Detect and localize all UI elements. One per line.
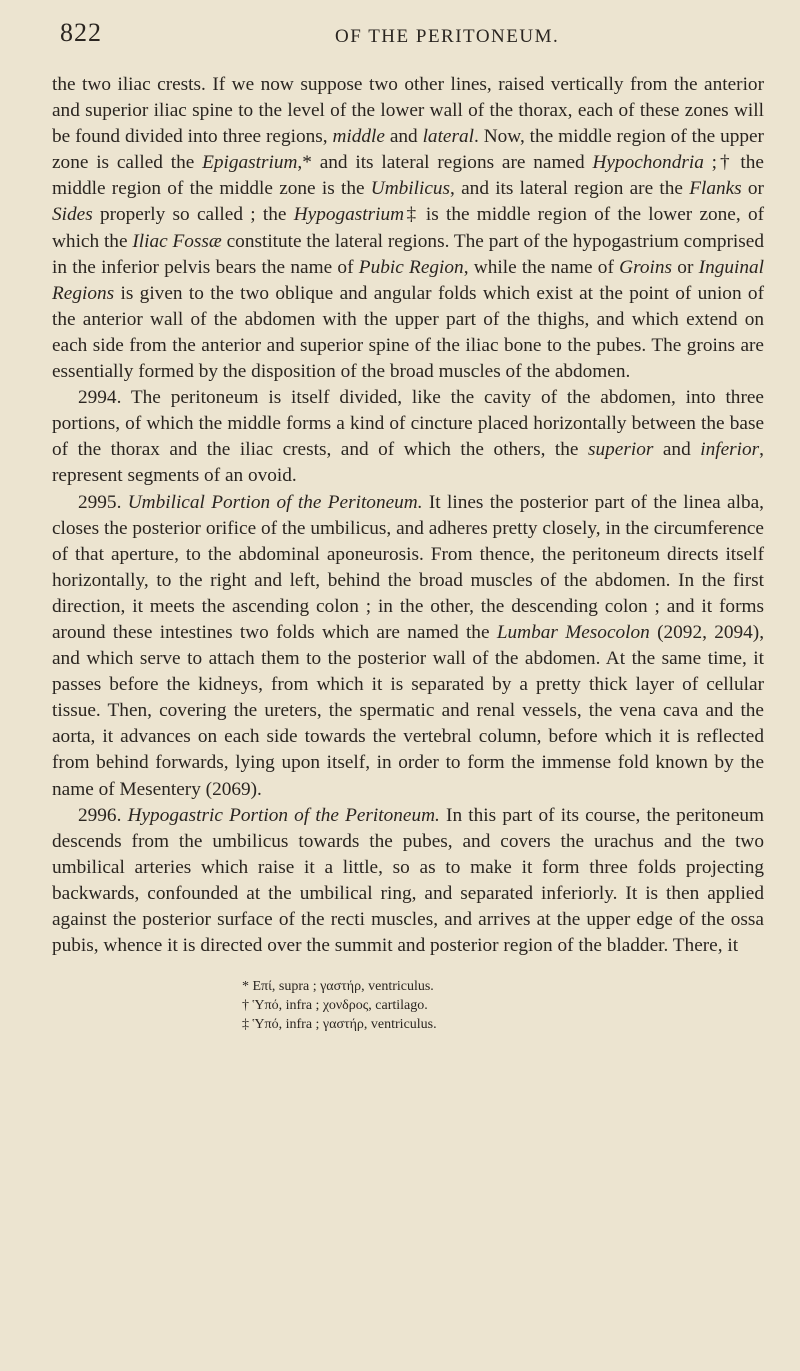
text-run: , and its lateral region are the	[450, 178, 690, 200]
text-run: , represent segments of an ovoid.	[52, 439, 764, 487]
paragraph-2995	[52, 490, 764, 803]
section-number: 2996.	[78, 804, 122, 826]
text-run: ‡ is the middle region of the lower zone, of which the	[52, 204, 765, 252]
italic-term: superior	[588, 439, 654, 461]
italic-term: Pubic Region	[358, 256, 464, 278]
footnote-epigastrium: * Επί, supra ; γαστήρ, ventriculus.	[242, 979, 434, 995]
text-run: ;† the middle region of the middle zone is the	[52, 152, 764, 200]
italic-term: lateral	[422, 126, 474, 148]
text-run: . Now, the middle region of the upper zone is called the	[52, 126, 764, 174]
italic-term: Lumbar Mesocolon	[496, 621, 650, 643]
text-run: or	[741, 178, 764, 200]
footnote-hypogastrium: ‡ Ὑπό, infra ; γαστήρ, ventriculus.	[242, 1017, 437, 1033]
italic-term: Umbilicus	[370, 178, 451, 200]
paragraph-2996	[52, 803, 764, 960]
italic-term: Sides	[52, 204, 93, 226]
text-run: is given to the two oblique and angular folds which exist at the point of union of the anterior wall of the abdomen with the upper part of the thighs, and which extend on each side from the anterior and superior spine of the iliac bone to the pubes. The groins are essentially formed by the disposition of the broad muscles of the abdomen.	[52, 282, 764, 383]
text-run: ,* and its lateral regions are named	[297, 152, 593, 174]
italic-term: Groins	[619, 256, 673, 278]
italic-term: middle	[332, 126, 385, 148]
italic-term: Hypogastrium	[293, 204, 405, 226]
text-run: constitute the lateral regions. The part of the hypogastrium comprised in the inferior pelvis bears the name of	[52, 230, 764, 278]
text-run: and	[653, 439, 701, 461]
italic-term: Umbilical Portion of the Peritoneum.	[127, 491, 423, 513]
text-run: The peritoneum is itself divided, like the cavity of the abdomen, into three portions, of which the middle forms a kind of cincture placed horizontally between the base of the thorax and the iliac crests, and of which the others, the	[52, 387, 764, 461]
text-run: and	[384, 126, 423, 148]
footnotes	[52, 977, 764, 1034]
text-run: , while the name of	[463, 256, 620, 278]
italic-term: Hypogastric Portion of the Peritoneum.	[127, 804, 440, 826]
italic-term: inferior	[700, 439, 760, 461]
body-text	[52, 72, 764, 959]
section-number: 2994.	[78, 387, 122, 409]
page-header	[52, 18, 764, 52]
paragraph-2994	[52, 385, 764, 489]
text-run: In this part of its course, the peritoneum descends from the umbilicus towards the pubes, and covers the urachus and the two umbilical arteries which raise it a little, so as to make it form three folds projecting backwards, confounded at the umbilical ring, and separated inferiorly. It is then applied against the posterior surface of the recti muscles, and arrives at the upper edge of the ossa pubis, whence it is directed over the summit and posterior region of the bladder. There, it	[52, 804, 764, 957]
text-run: or	[672, 256, 699, 278]
italic-term: Inguinal Regions	[52, 256, 764, 304]
section-number: 2995.	[78, 491, 122, 513]
italic-term: Iliac Fossæ	[132, 230, 222, 252]
italic-term: Epigastrium	[202, 152, 298, 174]
text-run: It lines the posterior part of the linea alba, closes the posterior orifice of the umbilicus, and adheres pretty closely, in the circumference of that aperture, to the abdominal aponeurosis. From thence, the peritoneum directs itself horizontally, to the right and left, behind the broad muscles of the abdomen. In the first direction, it meets the ascending colon ; in the other, the descending colon ; and it forms around these intestines two folds which are named the	[52, 491, 764, 643]
footnote-hypochondria: † Ὑπό, infra ; χονδρος, cartilago.	[242, 998, 428, 1014]
paragraph-intro	[52, 72, 764, 385]
text-run: the two iliac crests. If we now suppose two other lines, raised vertically from the anterior and superior iliac spine to the level of the lower wall of the thorax, each of these zones will be found divided into three regions,	[52, 74, 764, 148]
page-number: 822	[60, 18, 102, 47]
italic-term: Hypochondria	[592, 152, 704, 174]
text-run: properly so called ; the	[92, 204, 294, 226]
text-run: (2092, 2094), and which serve to attach them to the posterior wall of the abdomen. At the same time, it passes before the kidneys, from which it is separated by a pretty thick layer of cellular tissue. Then, covering the ureters, the spermatic and renal vessels, the vena cava and the aorta, it advances on each side towards the vertebral column, before which it is reflected from behind forwards, lying upon itself, in order to form the immense fold known by the name of Mesentery (2069).	[52, 621, 765, 800]
running-title: OF THE PERITONEUM.	[335, 26, 560, 47]
italic-term: Flanks	[689, 178, 742, 200]
